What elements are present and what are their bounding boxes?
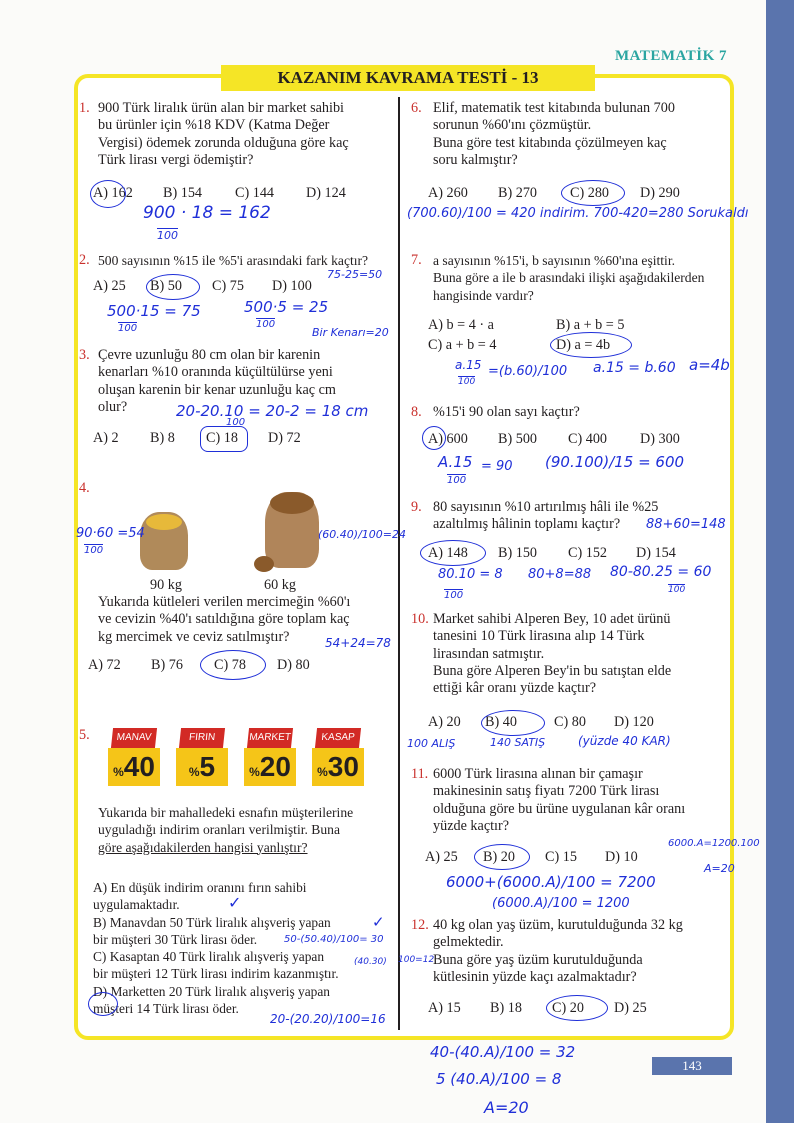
hw-check-a: ✓: [228, 893, 242, 912]
q4-option-d[interactable]: D) 80: [277, 657, 310, 673]
test-title: KAZANIM KAVRAMA TESTİ - 13: [221, 65, 595, 91]
q5-option-a[interactable]: A) En düşük indirim oranını fırın sahibi: [93, 880, 307, 895]
hw-q11-d: (6000.A)/100 = 1200: [492, 896, 630, 911]
hw-q10-b: 140 SATIŞ: [490, 736, 546, 749]
hw-q1-denom: 100: [157, 229, 178, 242]
q5-option-b[interactable]: B) Manavdan 50 Türk liralık alışveriş yapan: [93, 914, 331, 930]
hw-q9-d: 80+8=88: [528, 567, 592, 582]
hw-q7-d: a.15 = b.60: [593, 360, 676, 376]
hw-q10-a: 100 ALIŞ: [407, 737, 456, 750]
shop-kasap-badge: KASAP %30: [312, 728, 364, 786]
q3-option-c[interactable]: C) 18: [206, 430, 238, 446]
q1-option-b[interactable]: B) 154: [163, 185, 203, 201]
q9-option-d[interactable]: D) 154: [636, 545, 676, 561]
q9-option-c[interactable]: C) 152: [568, 545, 608, 561]
q7-number: 7.: [411, 252, 422, 268]
q6-option-b[interactable]: B) 270: [498, 185, 538, 201]
hw-q5-c1: (40.30): [354, 957, 387, 967]
q12-option-a[interactable]: A) 15: [428, 1000, 461, 1016]
q1-number: 1.: [79, 100, 90, 116]
q4-number: 4.: [79, 480, 90, 496]
q6-number: 6.: [411, 100, 422, 116]
hw-q4-calc2: (60.40)/100=24: [318, 528, 406, 541]
hw-q5-c2: 100=12: [398, 955, 435, 965]
q12-option-c[interactable]: C) 20: [552, 1000, 584, 1016]
q9-option-b[interactable]: B) 150: [498, 545, 538, 561]
walnut-weight: 60 kg: [264, 577, 296, 593]
q5-choices: A) En düşük indirim oranını fırın sahibi uygulamaktadır. B) Manavdan 50 Türk liralık alışveriş yapan bir müşteri 30 Türk lirası öder. C) Kasaptan 40 Türk liralık alışveriş yapan bir müşteri 12 Türk lirası indirim kazanmıştır. D) Marketten 20 Türk liralık alışveriş yapan müşteri 14 Türk lirası öder.: [93, 879, 393, 1017]
q11-option-a[interactable]: A) 25: [425, 849, 458, 865]
q1-option-a[interactable]: A) 162: [93, 185, 133, 201]
hw-check-b: ✓: [372, 913, 385, 931]
hw-q9-f: 100: [668, 585, 686, 595]
q6-text: Elif, matematik test kitabında bulunan 700 sorunun %60'ını çözmüştür. Buna göre test kitabında çözülmeyen kaç soru kalmıştır?: [433, 100, 675, 168]
q4-option-c[interactable]: C) 78: [214, 657, 246, 673]
q10-option-a[interactable]: A) 20: [428, 714, 461, 730]
hw-q3-denom: 100: [226, 417, 246, 428]
answer-circle-q3: [200, 426, 248, 452]
hw-q7-b: =(b.60)/100: [488, 364, 568, 379]
q10-text: Market sahibi Alperen Bey, 10 adet ürünü tanesini 10 Türk lirasına alıp 14 Türk lirasından satmıştır. Buna göre Alperen Bey'in bu satıştan elde ettiği kâr oranı yüzde kaçtır?: [433, 611, 672, 697]
q6-option-c[interactable]: C) 280: [570, 185, 610, 201]
shop-market-badge: MARKET %20: [244, 728, 296, 786]
q7-option-c[interactable]: C) a + b = 4: [428, 337, 497, 353]
q4-option-a[interactable]: A) 72: [88, 657, 121, 673]
hw-q12-a: 40-(40.A)/100 = 32: [430, 1043, 576, 1061]
q8-text: %15'i 90 olan sayı kaçtır?: [433, 404, 580, 420]
answer-circle-q2: [146, 274, 200, 300]
hw-q12-c: A=20: [484, 1098, 529, 1117]
hw-q6-calc: (700.60)/100 = 420 indirim. 700-420=280 Sorukaldı: [407, 206, 749, 221]
hw-q9-c: 100: [444, 590, 464, 601]
q11-option-c[interactable]: C) 15: [545, 849, 577, 865]
q4-text: Yukarıda kütleleri verilen mercimeğin %60'ı ve cevizin %40'ı satıldığına göre toplam kaç kg mercimek ve ceviz satılmıştır?: [98, 594, 351, 645]
q2-number: 2.: [79, 252, 90, 268]
q11-option-d[interactable]: D) 10: [605, 849, 638, 865]
hw-q4-denom: 100: [84, 545, 104, 556]
q2-option-d[interactable]: D) 100: [272, 278, 312, 294]
q1-option-d[interactable]: D) 124: [306, 185, 346, 201]
q9-text: 80 sayısının %10 artırılmış hâli ile %25 azaltılmış hâlinin toplamı kaçtır?: [433, 499, 659, 533]
q2-option-c[interactable]: C) 75: [212, 278, 244, 294]
hw-q7-c: 100: [458, 377, 476, 387]
walnut-image: [254, 556, 274, 572]
answer-circle-q1: [90, 180, 126, 208]
subject-label: MATEMATİK 7: [615, 48, 728, 64]
q5-number: 5.: [79, 727, 90, 743]
q3-option-d[interactable]: D) 72: [268, 430, 301, 446]
answer-circle-q12: [546, 995, 608, 1021]
q11-number: 11.: [411, 766, 429, 782]
q9-option-a[interactable]: A) 148: [428, 545, 468, 561]
q6-option-d[interactable]: D) 290: [640, 185, 680, 201]
hw-q12-b: 5 (40.A)/100 = 8: [436, 1070, 562, 1088]
hw-q4-calc1: 90·60 =54: [76, 526, 145, 541]
q3-option-a[interactable]: A) 2: [93, 430, 119, 446]
walnut-pile-image: [270, 492, 314, 514]
q7-option-b[interactable]: B) a + b = 5: [556, 317, 625, 333]
q10-option-d[interactable]: D) 120: [614, 714, 654, 730]
hw-q11-b: A=20: [704, 862, 735, 875]
shop-manav-badge: MANAV %40: [108, 728, 160, 786]
q9-number: 9.: [411, 499, 422, 515]
hw-q2-denom1: 100: [118, 323, 138, 334]
q5-text: Yukarıda bir mahalledeki esnafın müşterilerine uyguladığı indirim oranları verilmiştir. Buna göre aşağıdakilerden hangisi yanlıştır?: [98, 805, 354, 855]
hw-q9-a: 88+60=148: [646, 517, 726, 532]
q12-option-b[interactable]: B) 18: [490, 1000, 522, 1016]
shop-firin-badge: FIRIN %5: [176, 728, 228, 786]
q2-option-b[interactable]: B) 50: [150, 278, 182, 294]
q8-option-a[interactable]: A) 600: [428, 431, 468, 447]
hw-q4-sum: 54+24=78: [325, 636, 391, 650]
q5-option-c[interactable]: C) Kasaptan 40 Türk liralık alışveriş yapan: [93, 949, 325, 965]
hw-q3-side: Bir Kenarı=20: [312, 326, 389, 339]
q8-option-c[interactable]: C) 400: [568, 431, 608, 447]
hw-q2-denom2: 100: [256, 319, 276, 330]
lentil-weight: 90 kg: [150, 577, 182, 593]
lentil-pile-image: [146, 514, 182, 530]
hw-q2-diff: 75-25=50: [327, 268, 383, 281]
q4-option-b[interactable]: B) 76: [151, 657, 183, 673]
hw-q11-c: 6000+(6000.A)/100 = 7200: [446, 873, 656, 891]
hw-q2-calc1: 500·15 = 75: [107, 302, 201, 320]
hw-q5-b: 50-(50.40)/100= 30: [284, 934, 384, 945]
q2-option-a[interactable]: A) 25: [93, 278, 126, 294]
q10-option-b[interactable]: B) 40: [485, 714, 517, 730]
q3-option-b[interactable]: B) 8: [150, 430, 175, 446]
q7-option-d[interactable]: D) a = 4b: [556, 337, 611, 353]
answer-circle-q6: [561, 180, 625, 206]
q1-option-c[interactable]: C) 144: [235, 185, 275, 201]
answer-circle-q4: [200, 650, 266, 680]
q11-text: 6000 Türk lirasına alınan bir çamaşır makinesinin satış fiyatı 7200 Türk lirası olduğuna göre bu ürüne uygulanan kâr oranı yüzde kaçtır?: [433, 766, 686, 834]
answer-circle-q7: [550, 332, 632, 358]
q1-text: 900 Türk liralık ürün alan bir market sahibi bu ürünler için %18 KDV (Katma Değer Vergisi) ödemek zorunda olduğuna göre kaç Türk lirası vergi ödemiştir?: [98, 100, 349, 168]
hw-q10-c: (yüzde 40 KAR): [578, 734, 671, 748]
hw-q3-calc: 20-20.10 = 20-2 = 18 cm: [176, 402, 369, 420]
answer-circle-q10: [481, 710, 545, 736]
hw-q7-e: a=4b: [689, 356, 730, 374]
hw-q9-b: 80.10 = 8: [438, 567, 503, 582]
hw-q11-a: 6000.A=1200.100: [668, 838, 760, 849]
q10-option-c[interactable]: C) 80: [554, 714, 586, 730]
column-divider: [398, 97, 400, 1030]
hw-q8-a: A.15: [438, 453, 473, 471]
answer-circle-q5: [88, 992, 118, 1016]
q7-text: a sayısının %15'i, b sayısının %60'ına eşittir. Buna göre a ile b arasındaki ilişki aşağıdakilerden hangisinde vardır?: [433, 253, 705, 303]
q12-text: 40 kg olan yaş üzüm, kurutulduğunda 32 kg gelmektedir. Buna göre yaş üzüm kurutulduğunda kütlesinin yüzde kaçı azalmaktadır?: [433, 917, 683, 985]
hw-q8-c: (90.100)/15 = 600: [545, 453, 685, 471]
q12-number: 12.: [411, 917, 429, 933]
q7-option-a[interactable]: A) b = 4 · a: [428, 317, 494, 333]
answer-circle-q8: [422, 426, 446, 450]
page-number: 143: [652, 1057, 732, 1075]
q8-option-d[interactable]: D) 300: [640, 431, 680, 447]
hw-q5-d: 20-(20.20)/100=16: [270, 1012, 386, 1026]
hw-q9-e: 80-80.25 = 60: [610, 564, 712, 580]
q6-option-a[interactable]: A) 260: [428, 185, 468, 201]
q2-text: 500 sayısının %15 ile %5'i arasındaki fark kaçtır?: [98, 253, 369, 268]
q8-number: 8.: [411, 404, 422, 420]
answer-circle-q9: [420, 540, 486, 566]
hw-q8-b: = 90: [481, 459, 513, 474]
hw-q8-d: 100: [447, 475, 467, 486]
answer-circle-q11: [474, 844, 530, 870]
q12-option-d[interactable]: D) 25: [614, 1000, 647, 1016]
hw-q2-calc2: 500·5 = 25: [244, 298, 329, 316]
q10-number: 10.: [411, 611, 429, 627]
q3-number: 3.: [79, 347, 90, 363]
side-color-bar: [766, 0, 794, 1123]
hw-q1-calc: 900 · 18 = 162: [143, 203, 271, 223]
hw-q7-a: a.15: [455, 358, 482, 372]
q5-option-d[interactable]: D) Marketten 20 Türk liralık alışveriş yapan: [93, 983, 330, 999]
q3-text: Çevre uzunluğu 80 cm olan bir karenin kenarları %10 oranında küçültülürse yeni oluşan karenin bir kenar uzunluğu kaç cm olur?: [98, 347, 336, 415]
q8-option-b[interactable]: B) 500: [498, 431, 538, 447]
q11-option-b[interactable]: B) 20: [483, 849, 515, 865]
